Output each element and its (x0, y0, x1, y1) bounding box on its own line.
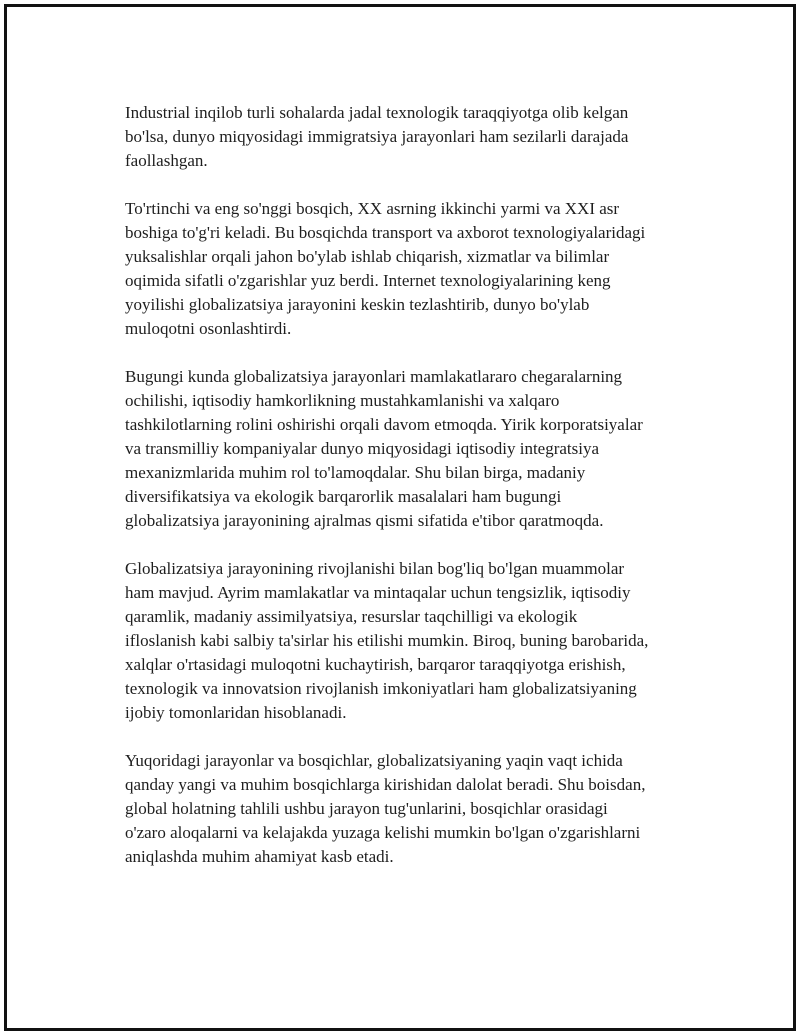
paragraph-fourth-stage: To'rtinchi va eng so'nggi bosqich, XX asrning ikkinchi yarmi va XXI asr boshiga to'g'ri keladi. Bu bosqichda transport va axborot texnologiyalaridagi yuksalishlar orqali jahon bo'ylab ishlab chiqarish, xizmatlar va bilimlar oqimida sifatli o'zgarishlar yuz berdi. Internet texnologiyalarining keng yoyilishi globalizatsiya jarayonini keskin tezlashtirib, dunyo bo'ylab muloqotni osonlashtirdi. (125, 199, 646, 338)
paragraph-conclusion: Yuqoridagi jarayonlar va bosqichlar, globalizatsiyaning yaqin vaqt ichida qanday yangi va muhim bosqichlarga kirishidan dalolat beradi. Shu boisdan, global holatning tahlili ushbu jarayon tug'unlarini, bosqichlar orasidagi o'zaro aloqalarni va kelajakda yuzaga kelishi mumkin bo'lgan o'zgarishlarni aniqlashda muhim ahamiyat kasb etadi. (125, 751, 646, 866)
document-body (125, 101, 681, 869)
paragraph-problems: Globalizatsiya jarayonining rivojlanishi bilan bog'liq bo'lgan muammolar ham mavjud. Ayrim mamlakatlar va mintaqalar uchun tengsizlik, iqtisodiy qaramlik, madaniy assimilyatsiya, resurslar taqchilligi va ekologik ifloslanish kabi salbiy ta'sirlar his etilishi mumkin. Biroq, buning barobarida, xalqlar o'rtasidagi muloqotni kuchaytirish, barqaror taraqqiyotga erishish, texnologik va innovatsion rivojlanish imkoniyatlari ham globalizatsiyaning ijobiy tomonlaridan hisoblanadi. (125, 559, 649, 722)
paragraph-current-globalization: Bugungi kunda globalizatsiya jarayonlari mamlakatlararo chegaralarning ochilishi, iqtisodiy hamkorlikning mustahkamlanishi va xalqaro tashkilotlarning rolini oshirishi orqali davom etmoqda. Yirik korporatsiyalar va transmilliy kompaniyalar dunyo miqyosidagi iqtisodiy integratsiya mexanizmlarida muhim rol to'lamoqdalar. Shu bilan birga, madaniy diversifikatsiya va ekologik barqarorlik masalalari ham bugungi globalizatsiya jarayonining ajralmas qismi sifatida e'tibor qaratmoqda. (125, 367, 643, 530)
page-border (4, 4, 796, 1031)
paragraph-industrial-revolution: Industrial inqilob turli sohalarda jadal texnologik taraqqiyotga olib kelgan bo'lsa, dunyo miqyosidagi immigratsiya jarayonlari ham sezilarli darajada faollashgan. (125, 103, 629, 170)
